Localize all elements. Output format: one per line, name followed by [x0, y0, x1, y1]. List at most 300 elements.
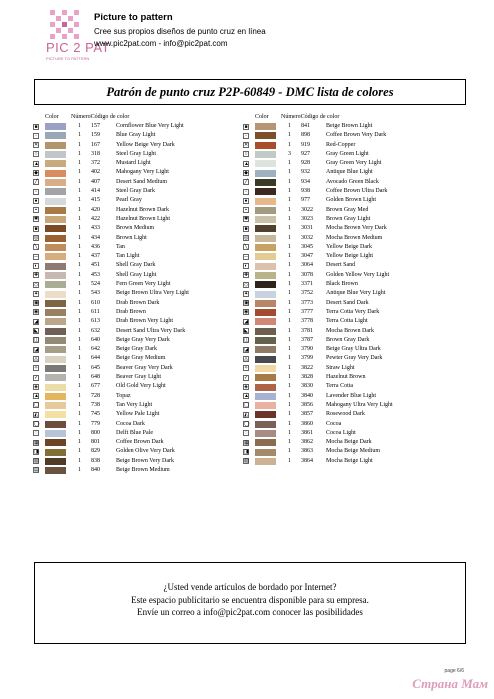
color-swatch: [255, 281, 276, 288]
color-row: [33, 308, 233, 317]
color-name: Cocoa Light: [326, 429, 356, 436]
color-name: Brown Gray Med: [326, 206, 369, 213]
color-name: Antique Blue Very Light: [326, 290, 386, 297]
stitch-count: 1: [78, 160, 81, 167]
color-row: [33, 364, 233, 373]
symbol-icon: ▲: [244, 394, 249, 400]
color-name: Drab Brown: [116, 308, 146, 315]
stitch-count: 1: [78, 318, 81, 325]
dmc-code: 3861: [301, 429, 313, 436]
stitch-count: 1: [288, 178, 291, 185]
symbol-icon: ✓: [34, 375, 39, 381]
symbol-icon: ◇: [34, 282, 38, 288]
stitch-count: 1: [288, 374, 291, 381]
color-row: [33, 345, 233, 354]
advertisement-box: [34, 562, 466, 644]
symbol-icon: ◭: [244, 412, 248, 418]
dmc-code: 434: [91, 234, 100, 241]
color-swatch: [45, 365, 66, 372]
symbol-icon: ●: [34, 198, 38, 204]
color-swatch: [255, 402, 276, 409]
ad-line-2: Este espacio publicitario se encuentra disponible para su empresa.: [131, 594, 369, 605]
stitch-count: 1: [288, 169, 291, 176]
color-swatch: [255, 384, 276, 391]
dmc-code: 3031: [301, 225, 313, 232]
color-name: Steel Gray Light: [116, 150, 156, 157]
stitch-count: 1: [288, 457, 291, 464]
color-swatch: [255, 272, 276, 279]
color-row: [243, 438, 443, 447]
symbol-icon: ▢: [34, 403, 39, 409]
symbol-icon: ▧: [244, 459, 249, 465]
color-row: [33, 252, 233, 261]
color-name: Brown Light: [116, 234, 147, 241]
dmc-code: 3830: [301, 383, 313, 390]
color-row: [243, 364, 443, 373]
logo-text: PIC 2 PAT: [46, 40, 110, 55]
color-swatch: [45, 235, 66, 242]
stitch-count: 1: [288, 355, 291, 362]
color-row: [243, 150, 443, 159]
color-row: [33, 206, 233, 215]
color-row: [243, 457, 443, 466]
stitch-count: 1: [78, 188, 81, 195]
color-row: [33, 382, 233, 391]
dmc-code: 927: [301, 150, 310, 157]
color-name: Cocoa: [326, 420, 342, 427]
stitch-count: 1: [78, 281, 81, 288]
color-name: Pearl Gray: [116, 197, 142, 204]
column-header: [243, 112, 443, 122]
stitch-count: 1: [288, 234, 291, 241]
stitch-count: 1: [78, 355, 81, 362]
symbol-icon: ◭: [34, 412, 38, 418]
site-contact[interactable]: www.pic2pat.com - info@pic2pat.com: [94, 39, 228, 48]
color-row: [33, 215, 233, 224]
color-swatch: [255, 365, 276, 372]
dmc-code: 3773: [301, 299, 313, 306]
color-row: [33, 178, 233, 187]
symbol-icon: ◦: [243, 133, 249, 139]
stitch-count: 1: [78, 374, 81, 381]
stitch-count: 1: [288, 262, 291, 269]
color-name: Avocado Green Black: [326, 178, 379, 185]
dmc-code: 3371: [301, 281, 313, 288]
color-row: [33, 420, 233, 429]
symbol-icon: ◎: [34, 236, 39, 242]
color-name: Antique Blue Light: [326, 169, 373, 176]
color-name: Cornflower Blue Very Light: [116, 123, 184, 129]
color-row: [243, 122, 443, 131]
color-row: [243, 327, 443, 336]
color-list-left: [33, 112, 233, 475]
dmc-code: 840: [91, 466, 100, 473]
color-name: Beige Gray Dark: [116, 346, 157, 353]
dmc-code: 648: [91, 374, 100, 381]
symbol-icon: ◆: [34, 170, 38, 176]
dmc-code: 414: [91, 188, 100, 195]
symbol-icon: ╱: [34, 180, 38, 186]
color-name: Desert Sand Ultra Very Dark: [116, 327, 186, 334]
color-swatch: [255, 318, 276, 325]
dmc-code: 3777: [301, 308, 313, 315]
color-name: Red-Copper: [326, 141, 356, 148]
color-swatch: [45, 142, 66, 149]
dmc-code: 3790: [301, 346, 313, 353]
color-swatch: [45, 216, 66, 223]
color-name: Mahogany Ultra Very Light: [326, 401, 393, 408]
stitch-count: 1: [78, 336, 81, 343]
symbol-icon: ✓: [244, 375, 249, 381]
color-swatch: [45, 356, 66, 363]
color-swatch: [255, 346, 276, 353]
color-name: Coffee Brown Ultra Dark: [326, 188, 388, 195]
color-name: Yellow Beige Dark: [326, 243, 373, 250]
color-swatch: [255, 244, 276, 251]
symbol-icon: ✕: [34, 143, 39, 149]
symbol-icon: ▣: [34, 301, 39, 307]
symbol-icon: ◦: [33, 133, 39, 139]
dmc-code: 800: [91, 429, 100, 436]
color-row: [243, 159, 443, 168]
color-row: [243, 215, 443, 224]
symbol-icon: ▪: [33, 207, 39, 213]
color-swatch: [255, 188, 276, 195]
site-title: Picture to pattern: [94, 12, 173, 23]
dmc-code: 3822: [301, 364, 313, 371]
dmc-code: 728: [91, 392, 100, 399]
color-swatch: [255, 356, 276, 363]
color-name: Tan Very Light: [116, 401, 153, 408]
color-swatch: [255, 179, 276, 186]
stitch-count: 1: [78, 392, 81, 399]
color-swatch: [45, 188, 66, 195]
column-header: [33, 112, 233, 122]
symbol-icon: ▲: [244, 161, 249, 167]
dmc-code: 3078: [301, 271, 313, 278]
stitch-count: 1: [78, 420, 81, 427]
stitch-count: 1: [288, 420, 291, 427]
dmc-code: 420: [91, 206, 100, 213]
symbol-icon: ◢: [244, 319, 248, 325]
color-name: Desert Sand Dark: [326, 299, 369, 306]
dmc-code: 919: [301, 141, 310, 148]
symbol-icon: ◌: [244, 431, 248, 437]
color-swatch: [255, 207, 276, 214]
symbol-icon: ◐: [34, 263, 38, 269]
color-name: Straw Light: [326, 364, 355, 371]
dmc-code: 898: [301, 132, 310, 139]
color-name: Desert Sand Medium: [116, 178, 167, 185]
stitch-count: 1: [288, 383, 291, 390]
color-swatch: [255, 309, 276, 316]
color-swatch: [255, 160, 276, 167]
dmc-code: 318: [91, 150, 100, 157]
dmc-code: 3022: [301, 206, 313, 213]
color-name: Pewter Gray Very Dark: [326, 355, 383, 362]
color-name: Beige Gray Medium: [116, 355, 166, 362]
dmc-code: 3864: [301, 457, 313, 464]
symbol-icon: ▲: [34, 161, 39, 167]
stitch-count: 1: [288, 448, 291, 455]
color-name: Hazelnut Brown: [326, 374, 366, 381]
color-swatch: [255, 151, 276, 158]
dmc-code: 932: [301, 169, 310, 176]
symbol-icon: ◨: [244, 449, 249, 455]
color-swatch: [45, 430, 66, 437]
stitch-count: 1: [288, 308, 291, 315]
dmc-code: 745: [91, 411, 100, 418]
symbol-icon: ▢: [244, 403, 249, 409]
stitch-count: 1: [288, 123, 291, 129]
stitch-count: 1: [288, 225, 291, 232]
symbol-icon: ◨: [34, 449, 39, 455]
color-name: Terra Cotta: [326, 383, 354, 390]
color-name: Mocha Brown Medium: [326, 234, 383, 241]
dmc-code: 372: [91, 160, 100, 167]
stitch-count: 1: [288, 290, 291, 297]
color-swatch: [45, 179, 66, 186]
color-name: Beige Brown Very Dark: [116, 457, 175, 464]
stitch-count: 1: [78, 308, 81, 315]
stitch-count: 1: [288, 271, 291, 278]
color-swatch: [255, 235, 276, 242]
dmc-code: 841: [301, 123, 310, 129]
stitch-count: 1: [288, 188, 291, 195]
ad-line-3[interactable]: Envíe un correo a info@pic2pat.com conocer las posibilidades: [137, 607, 363, 617]
dmc-code: 838: [91, 457, 100, 464]
color-swatch: [45, 291, 66, 298]
color-swatch: [45, 328, 66, 335]
stitch-count: 1: [288, 299, 291, 306]
symbol-icon: ◈: [244, 384, 248, 390]
color-name: Mustard Light: [116, 160, 151, 167]
stitch-count: 1: [288, 141, 291, 148]
color-name: Cocoa Dark: [116, 420, 145, 427]
stitch-count: 1: [288, 318, 291, 325]
dmc-code: 3781: [301, 327, 313, 334]
dmc-code: 829: [91, 448, 100, 455]
color-name: Steel Gray Dark: [116, 188, 155, 195]
color-name: Drab Brown Very Light: [116, 318, 174, 325]
dmc-code: 3828: [301, 374, 313, 381]
color-row: [33, 196, 233, 205]
document-title-box: [34, 79, 466, 105]
stitch-count: 1: [288, 253, 291, 260]
stitch-count: 1: [288, 327, 291, 334]
color-name: Beige Brown Light: [326, 123, 373, 129]
color-swatch: [255, 170, 276, 177]
symbol-icon: ◉: [34, 310, 39, 316]
dmc-code: 451: [91, 262, 100, 269]
dmc-code: 977: [301, 197, 310, 204]
symbol-icon: ◬: [34, 356, 38, 362]
stitch-count: 1: [78, 383, 81, 390]
color-swatch: [45, 449, 66, 456]
stitch-count: 1: [78, 448, 81, 455]
stitch-count: 1: [288, 197, 291, 204]
symbol-icon: ◣: [244, 329, 248, 335]
dmc-code: 3863: [301, 448, 313, 455]
color-swatch: [45, 411, 66, 418]
symbol-icon: ▪: [243, 207, 249, 213]
symbol-icon: ▧: [34, 459, 39, 465]
stitch-count: 1: [78, 243, 81, 250]
color-row: [243, 401, 443, 410]
dmc-code: 3860: [301, 420, 313, 427]
color-row: [243, 243, 443, 252]
color-swatch: [255, 393, 276, 400]
dmc-code: 3840: [301, 392, 313, 399]
symbol-icon: ▦: [34, 440, 39, 446]
color-swatch: [45, 151, 66, 158]
color-row: [33, 271, 233, 280]
color-swatch: [45, 281, 66, 288]
symbol-icon: ○: [244, 152, 248, 158]
symbol-icon: ✱: [244, 217, 249, 223]
color-name: Brown Gray Light: [326, 215, 371, 222]
color-row: [33, 234, 233, 243]
color-swatch: [255, 374, 276, 381]
dmc-code: 402: [91, 169, 100, 176]
stitch-count: 1: [288, 411, 291, 418]
color-swatch: [255, 430, 276, 437]
color-name: Gray Green Very Light: [326, 160, 382, 167]
color-name: Beige Brown Medium: [116, 466, 170, 473]
color-name: Terra Cotta Light: [326, 318, 368, 325]
dmc-code: 738: [91, 401, 100, 408]
symbol-icon: ▦: [244, 440, 249, 446]
ad-line-1: ¿Usted vende artículos de bordado por Internet?: [163, 582, 337, 592]
stitch-count: 1: [78, 457, 81, 464]
color-name: Yellow Pale Light: [116, 411, 160, 418]
stitch-count: 1: [78, 429, 81, 436]
stitch-count: 1: [288, 336, 291, 343]
color-name: Yellow Beige Very Dark: [116, 141, 175, 148]
color-row: [33, 447, 233, 456]
symbol-icon: ▫: [243, 189, 249, 195]
dmc-code: 3045: [301, 243, 313, 250]
color-name: Mocha Beige Medium: [326, 448, 380, 455]
stitch-count: 1: [288, 160, 291, 167]
color-row: [243, 187, 443, 196]
stitch-count: 1: [288, 346, 291, 353]
color-name: Tan Light: [116, 253, 140, 260]
symbol-icon: ─: [244, 254, 248, 260]
color-row: [243, 131, 443, 140]
stitch-count: 1: [78, 401, 81, 408]
watermark: Страна Мам: [412, 676, 488, 691]
symbol-icon: ╲: [34, 245, 38, 251]
symbol-icon: ◬: [244, 356, 248, 362]
stitch-count: 1: [78, 439, 81, 446]
dmc-code: 422: [91, 215, 100, 222]
dmc-code: 3778: [301, 318, 313, 325]
stitch-count: 1: [78, 271, 81, 278]
color-swatch: [255, 328, 276, 335]
color-swatch: [255, 291, 276, 298]
dmc-code: 433: [91, 225, 100, 232]
color-swatch: [45, 160, 66, 167]
symbol-icon: ◯: [34, 422, 40, 427]
color-row: [33, 299, 233, 308]
color-swatch: [45, 253, 66, 260]
color-name: Coffee Brown Very Dark: [326, 132, 387, 139]
symbol-icon: ✚: [34, 273, 39, 279]
stitch-count: 1: [288, 243, 291, 250]
dmc-code: 632: [91, 327, 100, 334]
color-name: Black Brown: [326, 281, 358, 288]
dmc-code: 157: [91, 123, 100, 129]
color-name: Yellow Beige Light: [326, 253, 374, 260]
symbol-icon: ▲: [34, 394, 39, 400]
stitch-count: 1: [288, 401, 291, 408]
stitch-count: 1: [288, 392, 291, 399]
color-swatch: [45, 346, 66, 353]
color-name: Drab Brown Dark: [116, 299, 160, 306]
symbol-icon: ■: [244, 124, 248, 130]
color-swatch: [255, 458, 276, 465]
color-name: Delft Blue Pale: [116, 429, 153, 436]
color-name: Mocha Beige Dark: [326, 439, 372, 446]
header: [46, 10, 466, 72]
dmc-code: 415: [91, 197, 100, 204]
number-column-header: NúmeroCódigo de color: [71, 114, 130, 120]
dmc-code: 640: [91, 336, 100, 343]
dmc-code: 3032: [301, 234, 313, 241]
color-row: [33, 159, 233, 168]
color-name: Beige Brown Ultra Very Light: [116, 290, 189, 297]
color-row: [33, 466, 233, 475]
stitch-count: 1: [78, 299, 81, 306]
color-name: Brown Medium: [116, 225, 155, 232]
color-name: Golden Olive Very Dark: [116, 448, 175, 455]
stitch-count: 1: [78, 346, 81, 353]
dmc-code: 3799: [301, 355, 313, 362]
color-name: Beige Gray Ultra Dark: [326, 346, 381, 353]
symbol-icon: ◫: [244, 338, 249, 344]
color-row: [243, 317, 443, 326]
logo-grid-icon: [50, 10, 80, 40]
dmc-code: 436: [91, 243, 100, 250]
symbol-icon: ◇: [244, 282, 248, 288]
color-row: [243, 354, 443, 363]
stitch-count: 1: [78, 206, 81, 213]
color-name: Fern Green Very Light: [116, 281, 171, 288]
color-swatch: [45, 225, 66, 232]
color-name: Coffee Brown Dark: [116, 439, 164, 446]
color-swatch: [255, 421, 276, 428]
stitch-count: 1: [78, 290, 81, 297]
color-name: Desert Sand: [326, 262, 356, 269]
color-row: [33, 317, 233, 326]
color-swatch: [45, 170, 66, 177]
stitch-count: 1: [78, 169, 81, 176]
color-swatch: [255, 449, 276, 456]
color-row: [33, 410, 233, 419]
color-name: Tan: [116, 243, 125, 250]
stitch-count: 1: [288, 215, 291, 222]
symbol-icon: ◐: [244, 263, 248, 269]
color-swatch: [45, 318, 66, 325]
color-row: [33, 327, 233, 336]
color-row: [33, 289, 233, 298]
color-column-header: Color: [255, 114, 269, 120]
color-swatch: [255, 439, 276, 446]
symbol-icon: ◪: [244, 347, 249, 353]
color-row: [243, 206, 443, 215]
color-row: [243, 141, 443, 150]
